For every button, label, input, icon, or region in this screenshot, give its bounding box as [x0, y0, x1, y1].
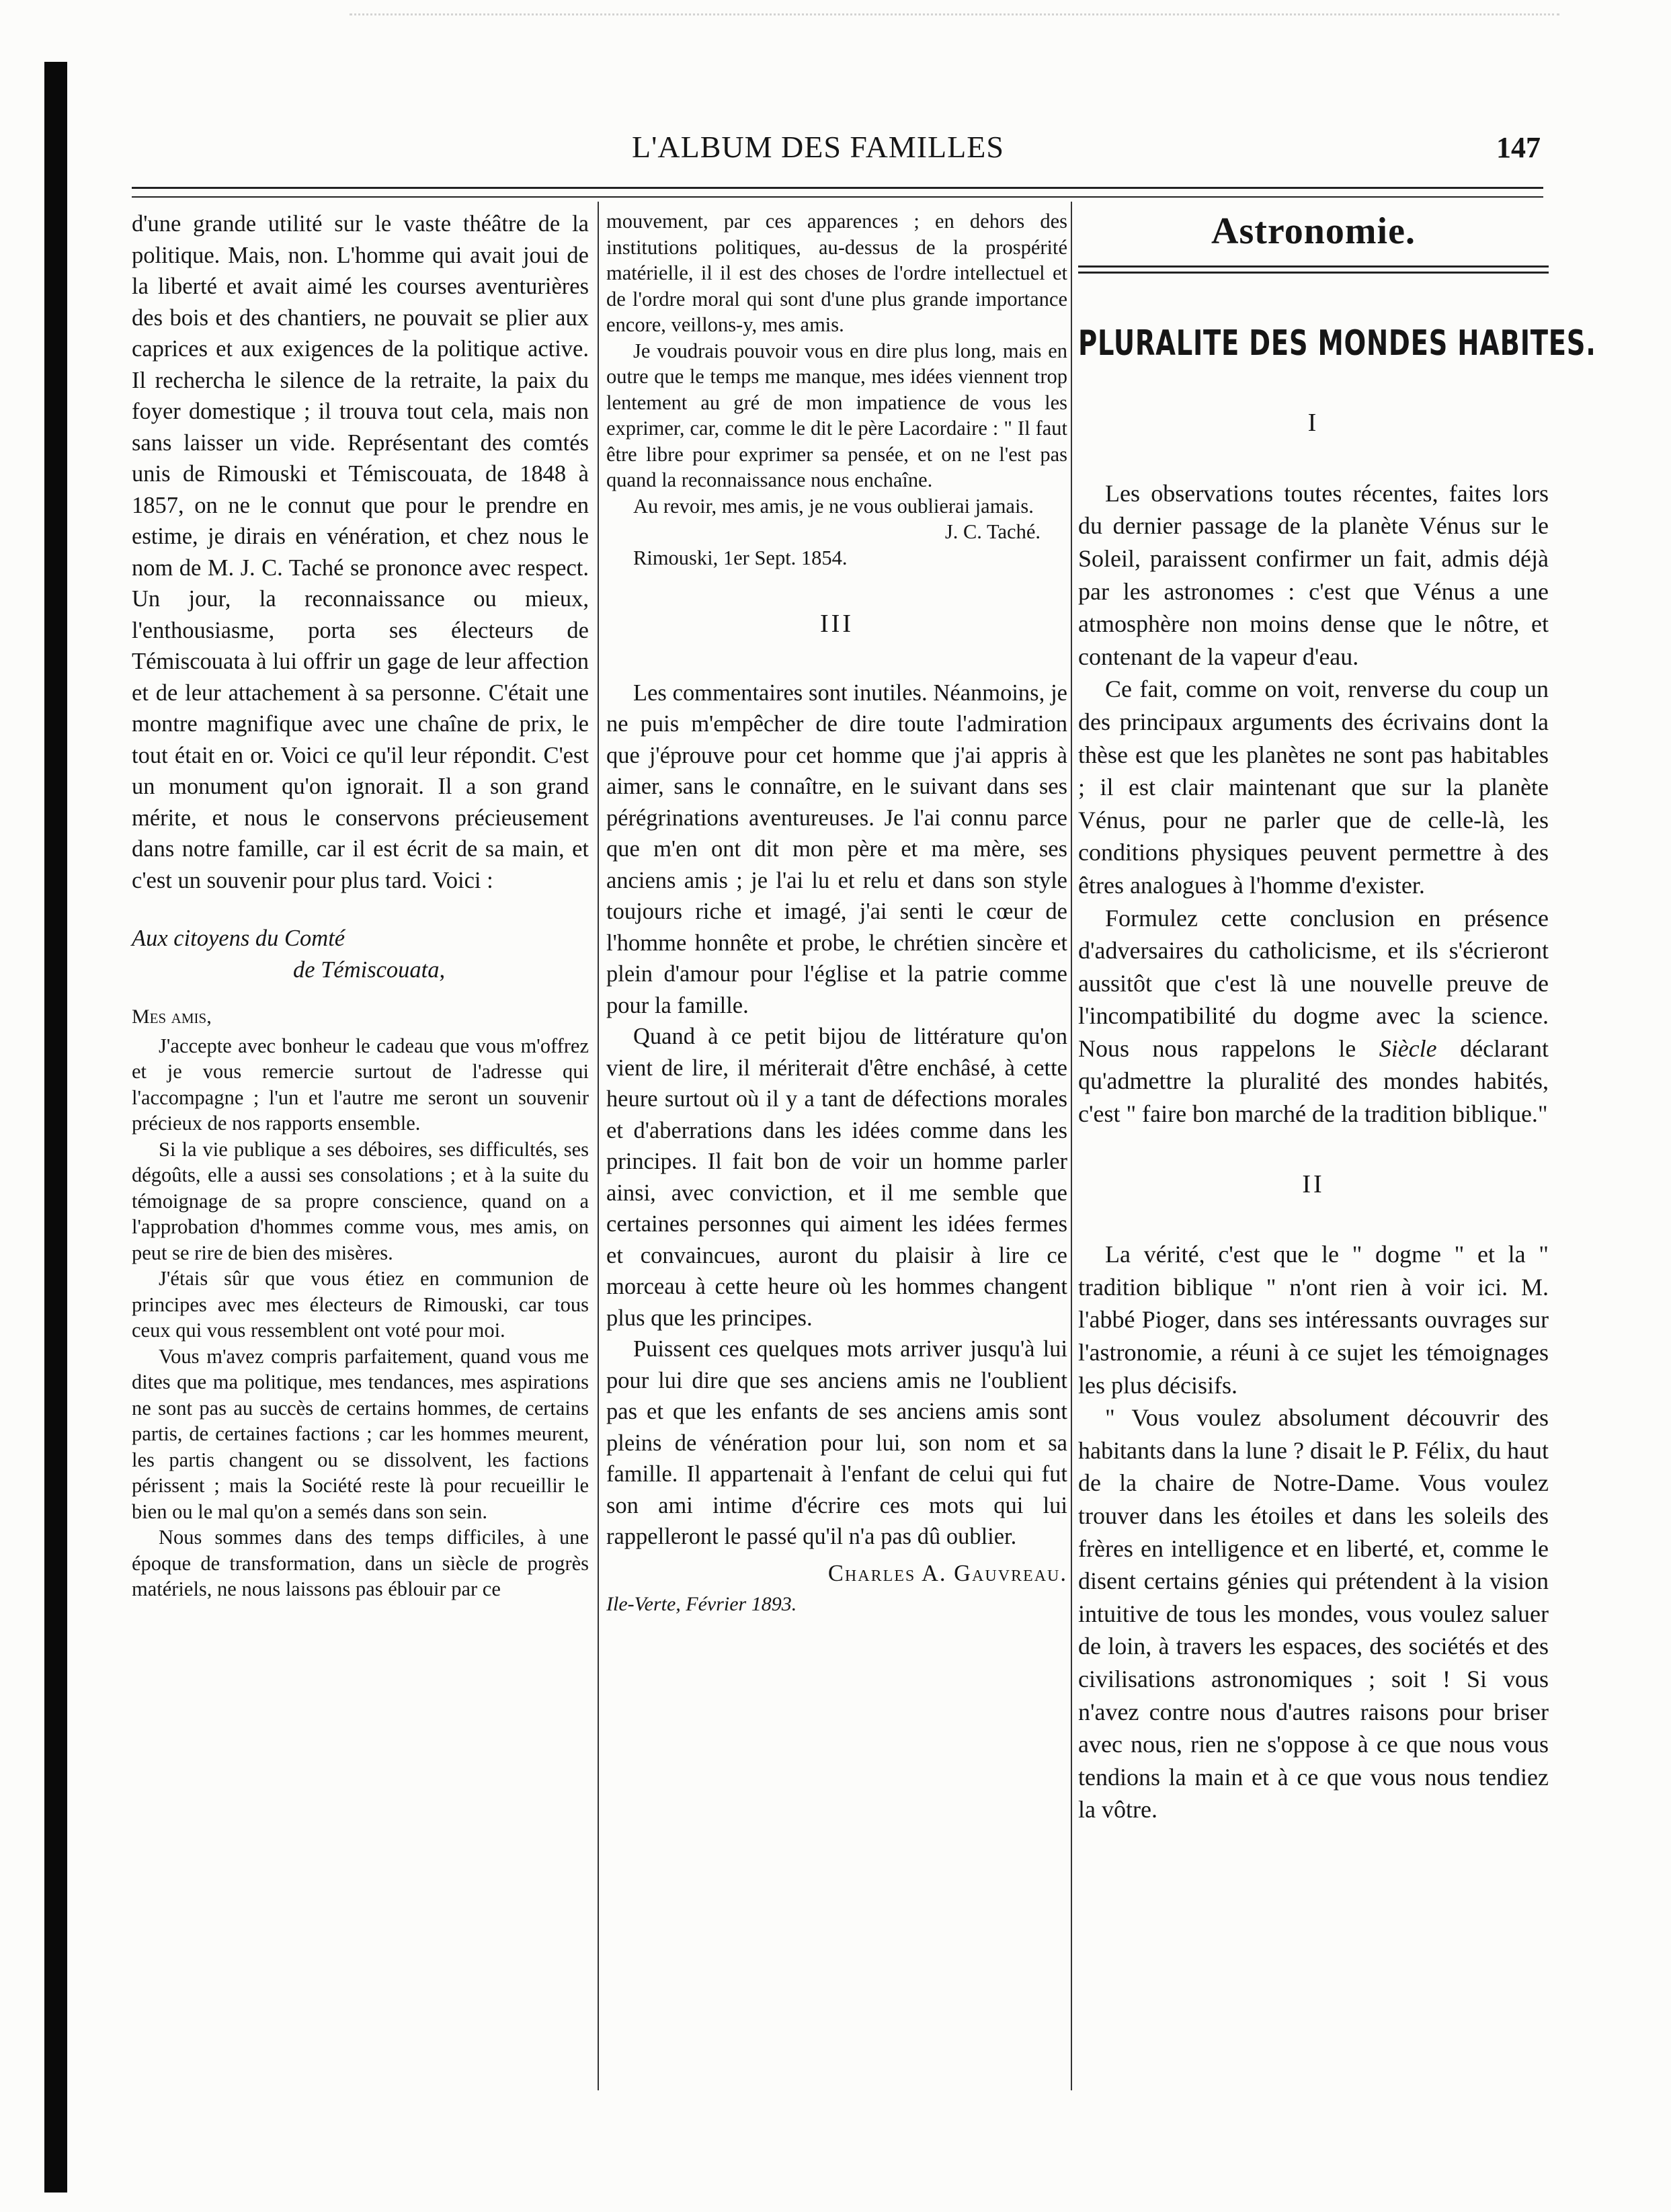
letter-body-continued [606, 208, 1067, 571]
section-number: I [1307, 409, 1319, 438]
letter-paragraph: Au revoir, mes amis, je ne vous oublierai jamais. [633, 494, 1034, 518]
scan-noise [350, 13, 1559, 42]
column-rule-1 [598, 202, 599, 2090]
letter-signature: J. C. Taché. [944, 520, 1041, 543]
page-binding-edge [44, 62, 67, 2193]
letter-paragraph: J'étais sûr que vous étiez en communion de principes avec mes électeurs de Rimouski, car tous ceux qui vous ressemblent ont voté pour moi. [132, 1267, 589, 1342]
letter-paragraph: mouvement, par ces apparences ; en dehors des institutions politiques, au-dessus de la prospérité matérielle, il il est des choses de l'ordre intellectuel et de l'ordre moral qui sont d'une plus grande importance encore, veillons-y, mes amis. [606, 210, 1067, 336]
paragraph: Les commentaires sont inutiles. Néanmoins, je ne puis m'empêcher de dire toute l'admiration que j'éprouve pour cet homme que j'ai appris à aimer, sans le connaître, en le suivant dans ses pérégrinations aventureuses. Je l'ai connu parce que m'en ont dit mon père et ma mère, ses anciens amis ; je l'ai lu et relu et dans son style toujours riche et imagé, j'ai senti le cœur de l'homme honnête et probe, le chrétien sincère et plein d'amour pour l'église et la patrie comme pour la famille. [606, 680, 1067, 1018]
section-rule [1078, 265, 1549, 274]
paragraph: La vérité, c'est que le " dogme " et la " tradition biblique " n'ont rien à voir ici. M. l'abbé Pioger, dans ses intéressants ouvrages sur l'astronomie, a réuni à ce sujet les témoignages les plus décisifs. [1078, 1241, 1549, 1399]
column-3 [1078, 208, 1596, 1826]
paragraph: " Vous voulez absolument découvrir des habitants dans la lune ? disait le P. Félix, du haut de la chaire de Notre-Dame. Vous voulez trouver dans les étoiles et dans les soleils des frères en intelligence et en liberté, et, comme le disent certains génies qui prétendent à la vision intuitive de tous les mondes, vous voulez saluer de loin, à travers les espaces, des sociétés et des civilisations astronomiques ; soit ! Si vous n'avez contre nous d'autres raisons pour briser avec nous, rien ne s'oppose à ce que nous vous tendions la main et à ce que vous nous tendiez la vôtre. [1078, 1404, 1549, 1824]
section-title: Astronomie. [1211, 210, 1416, 252]
paragraph: Ce fait, comme on voit, renverse du coup un des principaux arguments des écrivains dont la thèse est que les planètes ne sont pas habitables ; il est clair maintenant que sur la planète Vénus, pour ne parler que de celle-là, les conditions physiques peuvent permettre à des êtres analogues à l'homme d'exister. [1078, 675, 1549, 899]
paragraph: d'une grande utilité sur le vaste théâtre de la politique. Mais, non. L'homme qui avait joui de la liberté et avait aimé les courses aventurières des bois et des chantiers, ne pouvait se plier aux caprices et aux exigences de la politique active. Il rechercha le silence de la retraite, la paix du foyer domestique ; il trouva tout cela, mais non sans laisser un vide. Représentant des comtés unis de Rimouski et Témiscouata, de 1848 à 1857, on ne le connut que pour le prendre en estime, je dirais en vénération, et chez nous le nom de M. J. C. Taché se prononce avec respect. Un jour, la reconnaissance ou mieux, l'enthousiasme, porta ses électeurs de Témiscouata à lui offrir un gage de leur affection et de leur attachement à sa personne. C'était une montre magnifique avec une chaîne de prix, le tout était en or. Voici ce qu'il leur répondit. C'est un monument qu'on ignorait. Il a son grand mérite, et nous le conservons précieusement dans notre famille, car il est écrit de sa main, et c'est un souvenir pour plus tard. Voici : [132, 211, 589, 893]
letter-paragraph: Nous sommes dans des temps difficiles, à une époque de transformation, dans un siècle de progrès matériels, ne nous laissons pas éblouir par ce [132, 1526, 589, 1600]
letter-paragraph: J'accepte avec bonheur le cadeau que vous m'offrez et je vous remercie surtout de l'adresse qui l'accompagne ; l'un et l'autre me seront un souvenir précieux de nos rapports ensemble. [132, 1034, 589, 1135]
page-number: 147 [1496, 131, 1541, 164]
column-rule-2 [1071, 202, 1072, 2090]
header-rule [132, 187, 1543, 189]
article-dateline: Ile-Verte, Février 1893. [606, 1593, 797, 1615]
paragraph: Puissent ces quelques mots arriver jusqu'à lui pour lui dire que ses anciens amis ne l'oublient pas et que les enfants de ses anciens amis sont pleins de vénération pour lui, son nom et sa famille. Il appartenait à l'enfant de celui qui fut son ami intime d'écrire ces mots qui lui rappelleront le passé qu'il n'a pas dû oublier. [606, 1336, 1067, 1549]
address-line: Aux citoyens du Comté [132, 926, 345, 951]
letter-body [132, 1033, 589, 1602]
column-2 [606, 208, 1067, 1621]
article-signature: Charles A. Gauvreau. [827, 1560, 1067, 1586]
paragraph: Les observations toutes récentes, faites lors du dernier passage de la planète Vénus sur le Soleil, paraissent confirmer un fait, admis déjà par les astronomes : c'est que Vénus a une atmosphère non moins dense que le nôtre, et contenant de la vapeur d'eau. [1078, 479, 1549, 670]
letter-paragraph: Je voudrais pouvoir vous en dire plus long, mais en outre que le temps me manque, mes idées viennent trop lentement au gré de mon impatience de vous les exprimer, car, comme le dit le père Lacordaire : " Il faut être libre pour exprimer sa pensée, et on ne l'est pas quand la reconnaissance nous enchaîne. [606, 339, 1067, 491]
running-title: L'ALBUM DES FAMILLES [632, 130, 1004, 164]
letter-paragraph: Si la vie publique a ses déboires, ses difficultés, ses dégoûts, elle a aussi ses consolations ; et à la suite du témoignage de sa propre conscience, quand on a l'approbation d'hommes comme vous, mes amis, on peut se rire de bien des misères. [132, 1137, 589, 1264]
paragraph: Formulez cette conclusion en présence d'adversaires du catholicisme, et ils s'écrieront aussitôt que c'est là une nouvelle preuve de l'incompatibilité du dogme avec la science. Nous nous rappelons le Siècle déclarant qu'admettre la pluralité des mondes habités, c'est " faire bon marché de la tradition biblique." [1078, 904, 1549, 1128]
letter-paragraph: Vous m'avez compris parfaitement, quand vous me dites que ma politique, mes tendances, mes aspirations ne sont pas au succès de certains hommes, de certains partis, de certaines factions ; car les hommes meurent, les partis changent ou se dissolvent, les factions périssent ; mais la Société reste là pour recueillir le bien ou le mal qu'on a semés dans son sein. [132, 1344, 589, 1523]
column-1 [132, 208, 589, 1602]
paragraph: Quand à ce petit bijou de littérature qu'on vient de lire, il mériterait d'être enchâsé, à cette heure surtout où il y a tant de défections morales et d'aberrations dans les idées comme dans les principes. Il fait bon de voir un homme parler ainsi, avec conviction, et il me semble que certaines personnes qui aiment les idées fermes et convaincues, auront du plaisir à lire ce morceau à cette heure où les hommes changent plus que les principes. [606, 1024, 1067, 1331]
article-title: PLURALITE DES MONDES HABITES. [1078, 323, 1596, 364]
address-line: de Témiscouata, [293, 956, 446, 983]
section-number: III [820, 610, 854, 638]
letter-address [132, 923, 589, 985]
section-number: II [1302, 1170, 1325, 1198]
header-rule-thin [132, 196, 1543, 198]
letter-date: Rimouski, 1er Sept. 1854. [633, 546, 848, 569]
letter-salutation: Mes amis, [132, 1006, 212, 1028]
